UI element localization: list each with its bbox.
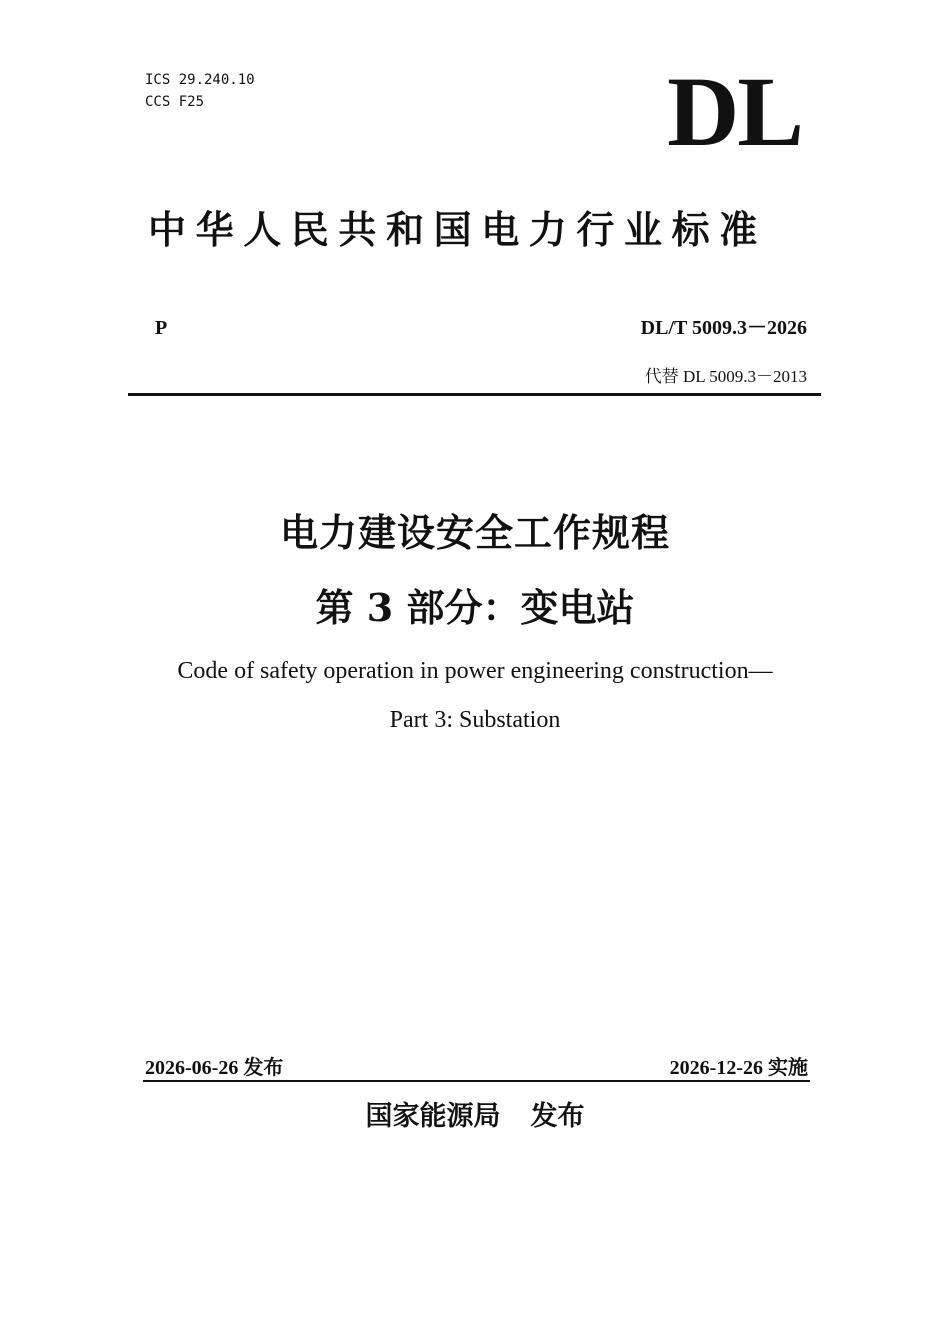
- publisher-name: 国家能源局: [365, 1101, 501, 1132]
- issue-date: 2026-06-26 发布: [145, 1057, 284, 1079]
- dl-logo: DL: [667, 56, 802, 167]
- ics-code: ICS 29.240.10: [145, 72, 255, 88]
- header-divider: [128, 393, 821, 396]
- publisher: [0, 1098, 950, 1136]
- implementation-date: 2026-12-26 实施: [669, 1057, 808, 1079]
- document-title-cn: 电力建设安全工作规程: [279, 510, 670, 555]
- replaces-standard: 代替 DL 5009.3－2013: [644, 367, 807, 386]
- publisher-action: 发布: [530, 1101, 585, 1132]
- industry-standard-heading: 中华人民共和国电力行业标准: [148, 208, 767, 252]
- footer-divider: [143, 1080, 810, 1082]
- document-title-en: Code of safety operation in power engineering construction—: [177, 658, 773, 684]
- document-subtitle-en: Part 3: Substation: [389, 707, 561, 733]
- document-subtitle-cn: 第 3 部分：变电站: [315, 585, 635, 630]
- ccs-code: CCS F25: [145, 94, 205, 110]
- classification-code: P: [155, 317, 168, 339]
- standard-number: DL/T 5009.3－2026: [640, 317, 807, 339]
